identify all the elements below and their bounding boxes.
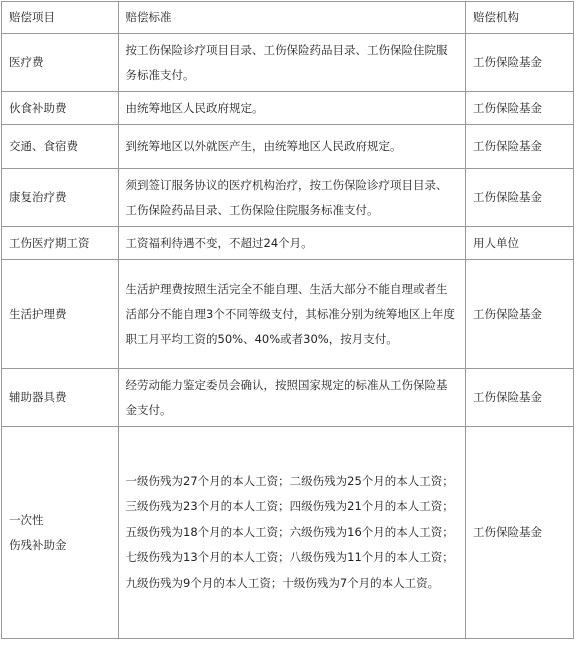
row-item: 医疗费 [2,34,119,92]
row-standard [118,427,465,639]
row-standard: 到统筹地区以外就医产生，由统筹地区人民政府规定。 [118,125,465,169]
row-item: 交通、食宿费 [2,125,119,169]
standard-paragraph: 五级伤残为18个月的本人工资；六级伤残为16个月的本人工资；七级伤残为13个月的本人工资；八级伤残为11个月的本人工资； [125,524,454,565]
standard-paragraph: 九级伤残为9个月的本人工资；十级伤残为7个月的本人工资。 [125,575,440,590]
row-item [2,427,119,639]
row-standard: 由统筹地区人民政府规定。 [118,92,465,125]
row-standard: 工资福利待遇不变，不超过24个月。 [118,227,465,260]
row-standard: 生活护理费按照生活完全不能自理、生活大部分不能自理或者生活部分不能自理3个不同等级支付，其标准分别为统筹地区上年度职工月平均工资的50%、40%或者30%，按月支付。 [118,260,465,369]
header-org: 赔偿机构 [466,2,574,34]
table-row [2,125,574,169]
row-org: 工伤保险基金 [466,34,574,92]
standard-paragraph: 一级伤残为27个月的本人工资；二级伤残为25个月的本人工资；三级伤残为23个月的本人工资；四级伤残为21个月的本人工资； [125,473,454,514]
table-row [2,34,574,92]
table-row [2,169,574,227]
table-row [2,427,574,639]
row-standard: 按工伤保险诊疗项目目录、工伤保险药品目录、工伤保险住院服务标准支付。 [118,34,465,92]
row-org: 工伤保险基金 [466,125,574,169]
row-item-line: 伤残补助金 [9,537,67,552]
row-standard: 经劳动能力鉴定委员会确认，按照国家规定的标准从工伤保险基金支付。 [118,369,465,427]
table-row [2,92,574,125]
row-org: 工伤保险基金 [466,369,574,427]
row-item: 辅助器具费 [2,369,119,427]
row-item: 生活护理费 [2,260,119,369]
table-row [2,369,574,427]
row-org: 工伤保险基金 [466,92,574,125]
row-org: 工伤保险基金 [466,260,574,369]
table-row [2,227,574,260]
table-row [2,260,574,369]
row-standard: 须到签订服务协议的医疗机构治疗，按工伤保险诊疗项目目录、工伤保险药品目录、工伤保险住院服务标准支付。 [118,169,465,227]
header-item: 赔偿项目 [2,2,119,34]
row-item: 伙食补助费 [2,92,119,125]
row-org: 用人单位 [466,227,574,260]
row-item: 康复治疗费 [2,169,119,227]
row-item: 工伤医疗期工资 [2,227,119,260]
row-org: 工伤保险基金 [466,427,574,639]
table-header-row [2,2,574,34]
compensation-table [1,1,574,639]
row-item-line: 一次性 [9,512,44,527]
header-standard: 赔偿标准 [118,2,465,34]
row-org: 工伤保险基金 [466,169,574,227]
